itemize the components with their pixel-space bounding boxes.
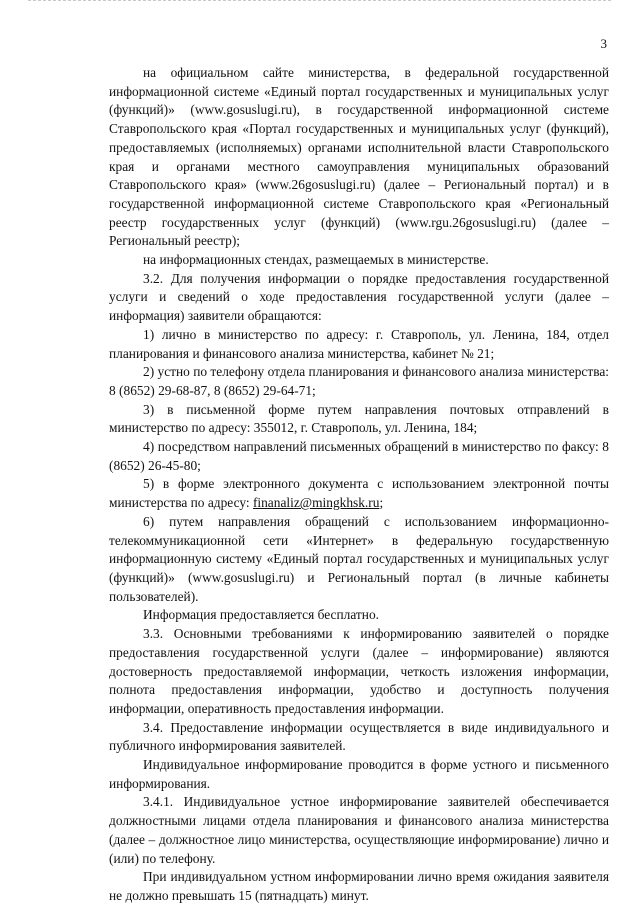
paragraph-individual-info: Индивидуальное информирование проводится в форме устного и письменного информирования. (109, 757, 609, 791)
paragraph-item-4: 4) посредством направлений письменных обращений в министерство по факсу: 8 (8652) 26-45-80; (109, 439, 609, 473)
paragraph-3-3: 3.3. Основными требованиями к информированию заявителей о порядке предоставления государственной услуги (далее – информирование) являются достоверность предоставляемой информации, четкость изложения информации, полнота предоставления информации, удобство и доступность получения информации, оперативность предоставления информации. (109, 626, 609, 716)
paragraph-item-5-suffix: ; (379, 495, 384, 511)
paragraph-3-4-1: 3.4.1. Индивидуальное устное информирование заявителей обеспечивается должностными лицами отдела планирования и финансового анализа министерства (далее – должностное лицо министерства, осуществляющие информирование) лично и (или) по телефону. (109, 794, 609, 866)
paragraph-portal-list: на официальном сайте министерства, в федеральной государственной информационной системе «Единый портал государственных и муниципальных услуг (функций)» (www.gosuslugi.ru), в государственной информационной системе Ставропольского края «Портал государственных и муниципальных услуг (функций), предоставляемых (исполняемых) органами исполнительной власти Ставропольского края и органами местного самоуправления муниципальных образований Ставропольского края» (www.26gosuslugi.ru) (далее – Региональный портал) и в государственной информационной системе Ставропольского края «Региональный реестр государственных услуг (функций) (www.rgu.26gosuslugi.ru) (далее – Региональный реестр); (109, 65, 609, 249)
paragraph-info-stands: на информационных стендах, размещаемых в министерстве. (143, 252, 489, 268)
paragraph-item-3: 3) в письменной форме путем направления почтовых отправлений в министерство по адресу: 355012, г. Ставрополь, ул. Ленина, 184; (109, 401, 609, 436)
body-text (109, 64, 609, 906)
paragraph-item-2: 2) устно по телефону отдела планирования и финансового анализа министерства: 8 (8652) 29-68-87, 8 (8652) 29-64-71; (109, 364, 609, 398)
paragraph-3-4: 3.4. Предоставление информации осуществляется в виде индивидуального и публичного информирования заявителей. (109, 719, 609, 754)
paragraph-waiting-time: При индивидуальном устном информировании лично время ожидания заявителя не должно превышать 15 (пятнадцать) минут. (109, 869, 609, 903)
paragraph-item-5-text: 5) в форме электронного документа с использованием электронной почты министерства по адресу: (109, 476, 609, 511)
paragraph-item-5 (109, 475, 609, 512)
scan-top-edge (28, 0, 611, 3)
email-link[interactable]: finanaliz@mingkhsk.ru (252, 495, 380, 511)
paragraph-free-info: Информация предоставляется бесплатно. (143, 607, 379, 623)
paragraph-item-6: 6) путем направления обращений с использованием информационно-телекоммуникационной сети «Интернет» в федеральную государственную информационную систему «Единый портал государственных и муниципальных услуг (функций)» (www.gosuslugi.ru) и Региональный портал (в личные кабинеты пользователей). (109, 513, 609, 604)
paragraph-item-1: 1) лично в министерство по адресу: г. Ставрополь, ул. Ленина, 184, отдел планирования и финансового анализа министерства, кабинет № 21; (109, 326, 609, 361)
paragraph-3-2: 3.2. Для получения информации о порядке предоставления государственной услуги и сведений о ходе предоставления государственной услуги (далее – информация) заявители обращаются: (109, 270, 609, 324)
page-number: 3 (600, 36, 607, 51)
